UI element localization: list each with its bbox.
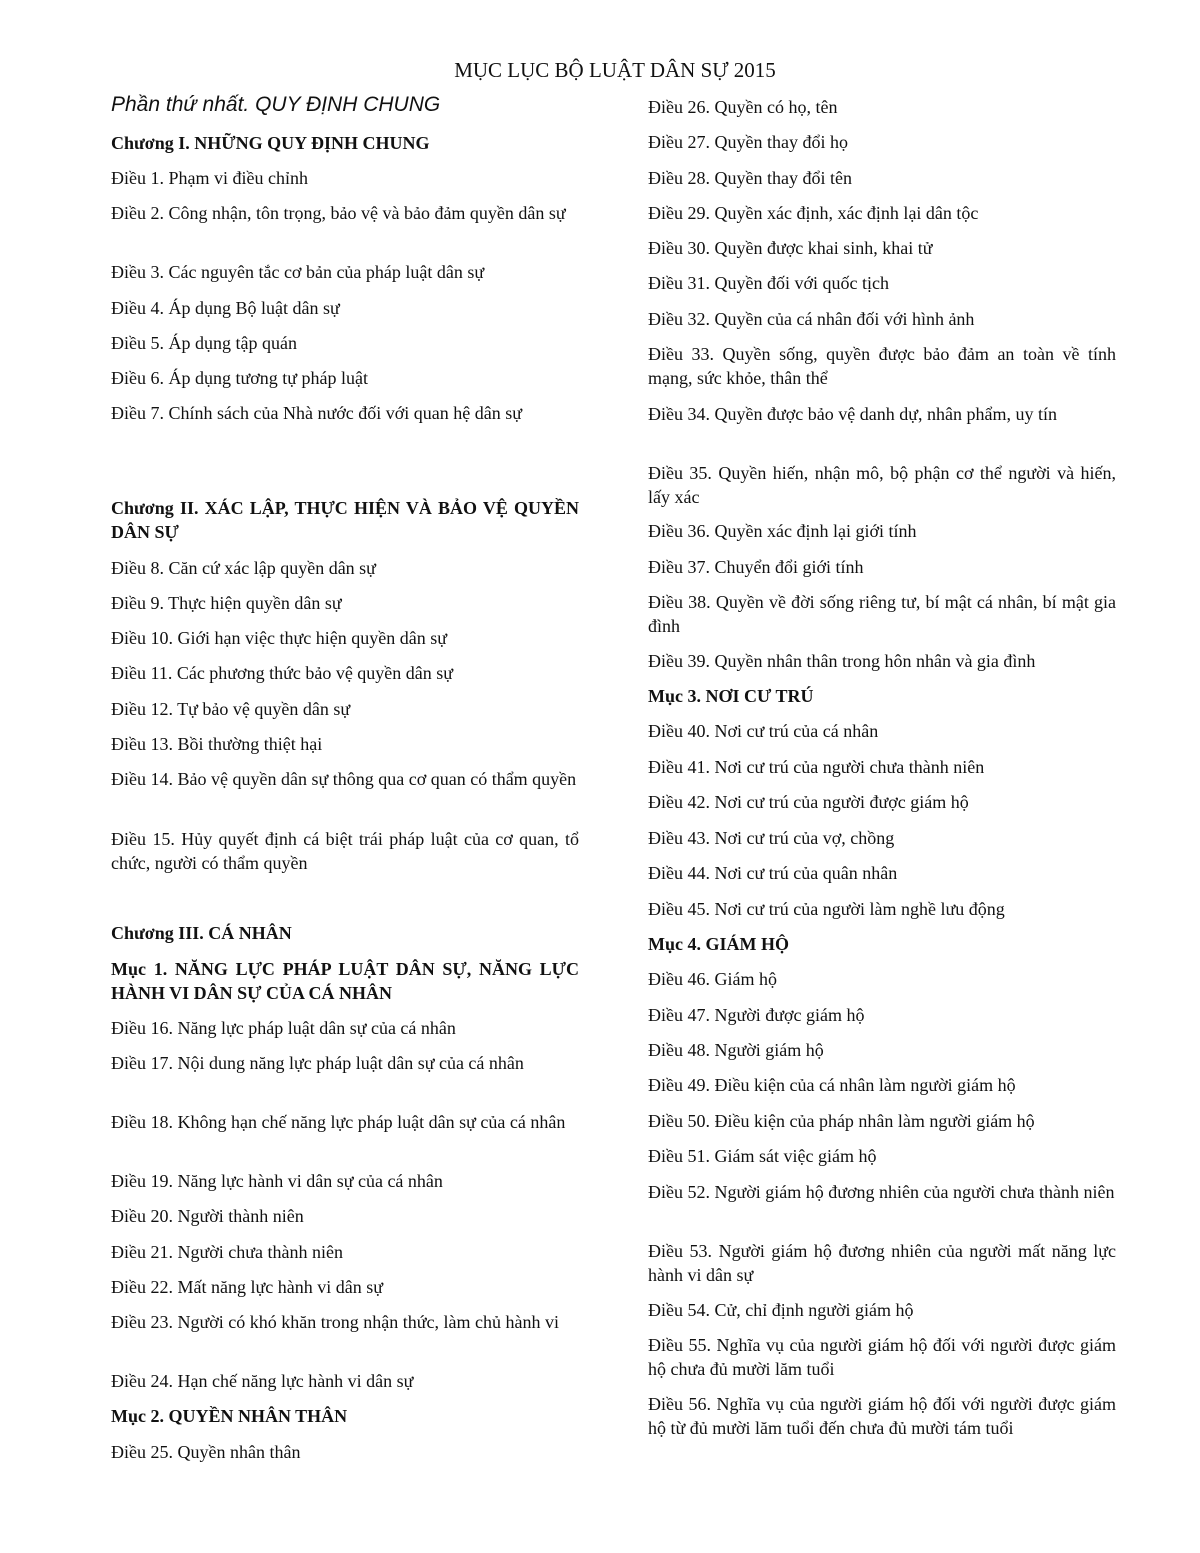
page-title: MỤC LỤC BỘ LUẬT DÂN SỰ 2015 xyxy=(454,58,776,82)
toc-entry: Điều 14. Bảo vệ quyền dân sự thông qua cơ quan có thẩm quyền xyxy=(111,769,577,789)
toc-entry: Điều 39. Quyền nhân thân trong hôn nhân và gia đình xyxy=(648,651,1036,671)
toc-entry: Điều 19. Năng lực hành vi dân sự của cá nhân xyxy=(111,1171,443,1191)
toc-entry: Điều 27. Quyền thay đổi họ xyxy=(648,132,848,152)
toc-entry: Điều 40. Nơi cư trú của cá nhân xyxy=(648,721,879,741)
toc-entry: Điều 35. Quyền hiến, nhận mô, bộ phận cơ thể người và hiến, lấy xác xyxy=(648,463,1116,507)
toc-entry: Điều 53. Người giám hộ đương nhiên của người mất năng lực hành vi dân sự xyxy=(648,1241,1116,1285)
toc-entry: Điều 15. Hủy quyết định cá biệt trái pháp luật của cơ quan, tổ chức, người có thẩm quyền xyxy=(111,829,579,873)
toc-entry: Điều 12. Tự bảo vệ quyền dân sự xyxy=(111,699,351,719)
toc-entry: Điều 38. Quyền về đời sống riêng tư, bí mật cá nhân, bí mật gia đình xyxy=(648,592,1116,636)
toc-entry: Điều 5. Áp dụng tập quán xyxy=(111,333,297,353)
toc-entry: Điều 31. Quyền đối với quốc tịch xyxy=(648,273,889,293)
toc-entry: Điều 43. Nơi cư trú của vợ, chồng xyxy=(648,828,895,848)
section-heading: Mục 1. NĂNG LỰC PHÁP LUẬT DÂN SỰ, NĂNG LỰC HÀNH VI DÂN SỰ CỦA CÁ NHÂN xyxy=(111,959,579,1003)
toc-entry: Điều 22. Mất năng lực hành vi dân sự xyxy=(111,1277,383,1297)
toc-entry: Điều 28. Quyền thay đổi tên xyxy=(648,168,852,188)
toc-entry: Điều 36. Quyền xác định lại giới tính xyxy=(648,521,917,541)
toc-entry: Điều 6. Áp dụng tương tự pháp luật xyxy=(111,368,369,388)
toc-entry: Điều 7. Chính sách của Nhà nước đối với quan hệ dân sự xyxy=(111,403,522,423)
toc-entry: Điều 3. Các nguyên tắc cơ bản của pháp luật dân sự xyxy=(111,262,485,282)
toc-entry: Điều 4. Áp dụng Bộ luật dân sự xyxy=(111,298,340,318)
toc-entry: Điều 23. Người có khó khăn trong nhận thức, làm chủ hành vi xyxy=(111,1312,559,1332)
toc-entry: Điều 18. Không hạn chế năng lực pháp luật dân sự của cá nhân xyxy=(111,1112,566,1132)
toc-entry: Điều 37. Chuyển đổi giới tính xyxy=(648,557,864,577)
chapter-heading: Chương III. CÁ NHÂN xyxy=(111,923,292,943)
toc-entry: Điều 52. Người giám hộ đương nhiên của người chưa thành niên xyxy=(648,1182,1115,1202)
toc-entry: Điều 30. Quyền được khai sinh, khai tử xyxy=(648,238,933,258)
toc-entry: Điều 13. Bồi thường thiệt hại xyxy=(111,734,323,754)
toc-entry: Điều 50. Điều kiện của pháp nhân làm người giám hộ xyxy=(648,1111,1035,1131)
toc-entry: Điều 54. Cử, chỉ định người giám hộ xyxy=(648,1300,914,1320)
toc-entry: Điều 41. Nơi cư trú của người chưa thành niên xyxy=(648,757,985,777)
section-heading: Mục 2. QUYỀN NHÂN THÂN xyxy=(111,1406,348,1426)
toc-entry: Điều 44. Nơi cư trú của quân nhân xyxy=(648,863,898,883)
toc-entry: Điều 16. Năng lực pháp luật dân sự của cá nhân xyxy=(111,1018,456,1038)
toc-entry: Điều 10. Giới hạn việc thực hiện quyền dân sự xyxy=(111,628,447,648)
chapter-heading: Chương II. XÁC LẬP, THỰC HIỆN VÀ BẢO VỆ QUYỀN DÂN SỰ xyxy=(111,498,579,542)
toc-entry: Điều 32. Quyền của cá nhân đối với hình ảnh xyxy=(648,309,975,329)
toc-entry: Điều 51. Giám sát việc giám hộ xyxy=(648,1146,877,1166)
toc-entry: Điều 49. Điều kiện của cá nhân làm người giám hộ xyxy=(648,1075,1016,1095)
toc-entry: Điều 29. Quyền xác định, xác định lại dân tộc xyxy=(648,203,979,223)
toc-entry: Điều 26. Quyền có họ, tên xyxy=(648,97,838,117)
toc-entry: Điều 17. Nội dung năng lực pháp luật dân sự của cá nhân xyxy=(111,1053,524,1073)
toc-entry: Điều 47. Người được giám hộ xyxy=(648,1005,865,1025)
section-heading: Mục 3. NƠI CƯ TRÚ xyxy=(648,686,814,706)
toc-entry: Điều 42. Nơi cư trú của người được giám hộ xyxy=(648,792,969,812)
toc-entry: Điều 21. Người chưa thành niên xyxy=(111,1242,343,1262)
toc-entry: Điều 55. Nghĩa vụ của người giám hộ đối với người được giám hộ chưa đủ mười lăm tuổi xyxy=(648,1335,1116,1379)
toc-entry: Điều 45. Nơi cư trú của người làm nghề lưu động xyxy=(648,899,1005,919)
toc-entry: Điều 24. Hạn chế năng lực hành vi dân sự xyxy=(111,1371,414,1391)
toc-entry: Điều 34. Quyền được bảo vệ danh dự, nhân phẩm, uy tín xyxy=(648,404,1057,424)
toc-entry: Điều 1. Phạm vi điều chỉnh xyxy=(111,168,308,188)
toc-entry: Điều 9. Thực hiện quyền dân sự xyxy=(111,593,342,613)
toc-entry: Điều 2. Công nhận, tôn trọng, bảo vệ và bảo đảm quyền dân sự xyxy=(111,203,566,223)
chapter-heading: Chương I. NHỮNG QUY ĐỊNH CHUNG xyxy=(111,133,430,153)
toc-entry: Điều 33. Quyền sống, quyền được bảo đảm an toàn về tính mạng, sức khỏe, thân thể xyxy=(648,344,1116,388)
section-heading: Mục 4. GIÁM HỘ xyxy=(648,934,789,954)
toc-entry: Điều 11. Các phương thức bảo vệ quyền dân sự xyxy=(111,663,454,683)
toc-entry: Điều 46. Giám hộ xyxy=(648,969,777,989)
toc-entry: Điều 25. Quyền nhân thân xyxy=(111,1442,301,1462)
toc-entry: Điều 20. Người thành niên xyxy=(111,1206,304,1226)
part-heading: Phần thứ nhất. QUY ĐỊNH CHUNG xyxy=(111,93,441,116)
toc-entry: Điều 56. Nghĩa vụ của người giám hộ đối với người được giám hộ từ đủ mười lăm tuổi đến chưa đủ mười tám tuổi xyxy=(648,1394,1116,1438)
toc-entry: Điều 48. Người giám hộ xyxy=(648,1040,824,1060)
toc-entry: Điều 8. Căn cứ xác lập quyền dân sự xyxy=(111,558,376,578)
